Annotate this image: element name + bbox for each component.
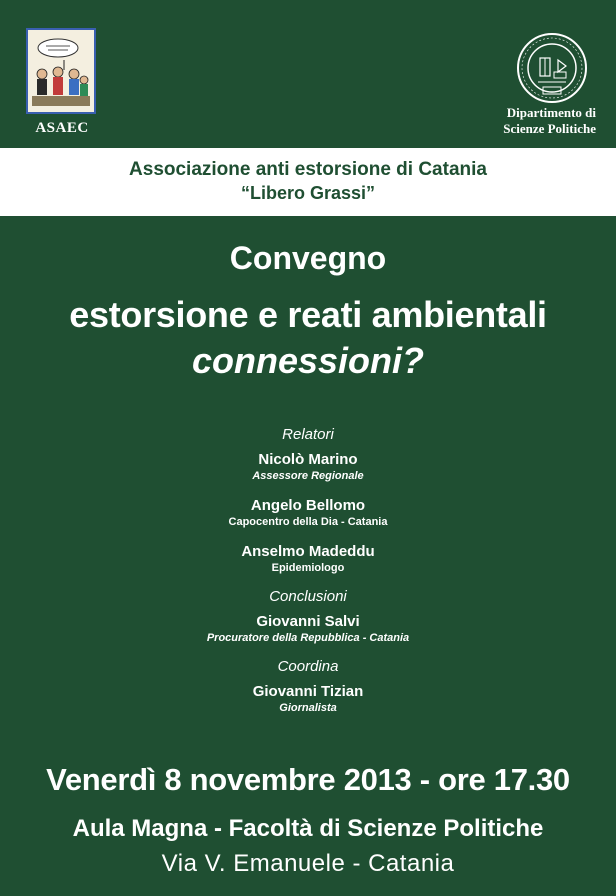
relatori-label: Relatori [282,426,334,443]
event-subtitle: connessioni? [191,340,425,381]
department-label [476,105,596,137]
association-band [0,148,616,216]
speakers-section [0,420,616,715]
speaker-name: Angelo Bellomo [250,497,366,514]
asaec-logo-illustration [26,28,96,114]
coordinator-name: Giovanni Tizian [252,683,364,700]
speaker-name: Anselmo Madeddu [241,543,375,560]
department-line1: Dipartimento di [506,105,596,120]
event-title: estorsione e reati ambientali [69,294,547,335]
asaec-label: ASAEC [35,120,89,136]
event-date: Venerdì 8 novembre 2013 - ore 17.30 [46,762,570,797]
association-name: Associazione anti estorsione di Catania [129,159,487,180]
conclusions-role: Procuratore della Repubblica - Catania [206,632,410,644]
coordinator-role: Giornalista [279,702,337,714]
department-line2: Scienze Politiche [503,121,596,136]
speaker-role: Assessore Regionale [252,470,364,482]
speaker-role: Capocentro della Dia - Catania [228,516,388,528]
event-venue: Aula Magna - Facoltà di Scienze Politiche [72,815,544,842]
conclusions-name: Giovanni Salvi [256,613,360,630]
university-seal-icon [516,32,588,104]
speaker-role: Epidemiologo [271,562,345,574]
speaker-name: Nicolò Marino [258,451,358,468]
event-address: Via V. Emanuele - Catania [161,850,455,877]
conclusioni-label: Conclusioni [269,588,347,605]
coordina-label: Coordina [277,658,339,675]
event-type: Convegno [229,240,387,276]
association-subname: “Libero Grassi” [240,183,376,203]
